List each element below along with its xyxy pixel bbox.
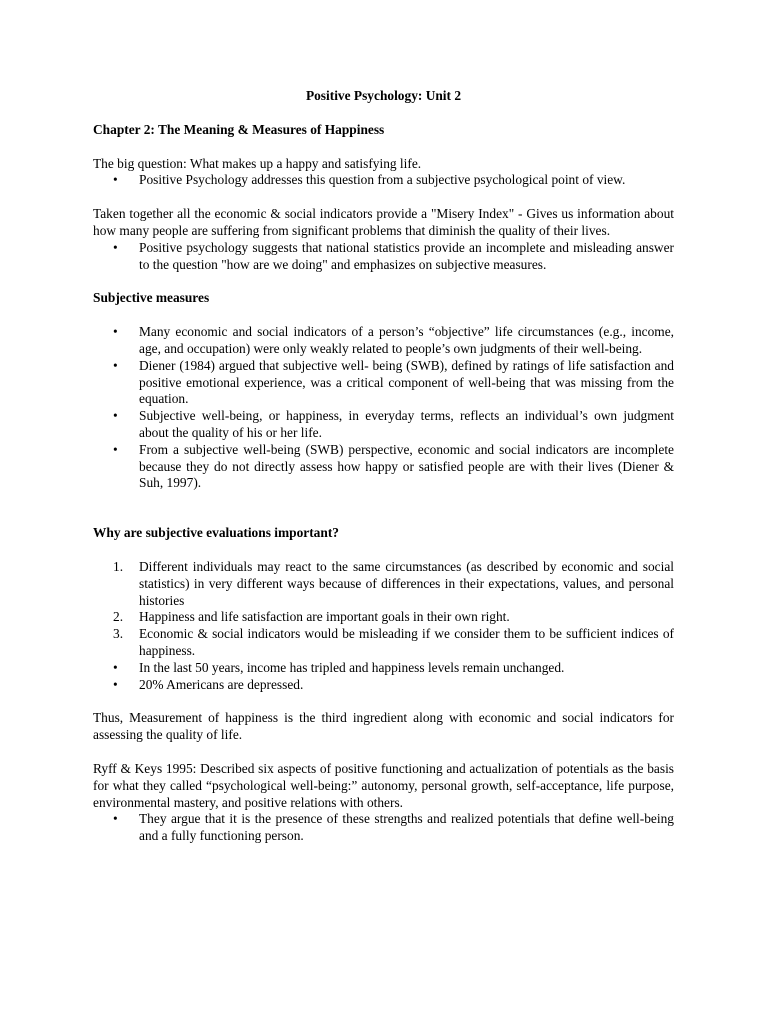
list-marker: 1.	[113, 558, 124, 574]
list-item-text: Economic & social indicators would be misleading if we consider them to be sufficient indices of happiness.	[139, 626, 674, 658]
list-item	[93, 677, 674, 694]
bullet-marker: •	[113, 408, 118, 424]
bullet-marker: •	[113, 172, 118, 188]
subjective-bullet-list	[93, 324, 674, 492]
list-item-text: In the last 50 years, income has tripled and happiness levels remain unchanged.	[139, 659, 565, 675]
bullet-marker: •	[113, 239, 118, 255]
thus-paragraph: Thus, Measurement of happiness is the third ingredient along with economic and social indicators for assessing the quality of life.	[93, 710, 674, 743]
subjective-measures-heading: Subjective measures	[93, 290, 210, 306]
list-item-text: From a subjective well-being (SWB) perspective, economic and social indicators are incomplete because they do not directly assess how happy or satisfied people are with their lives (Diener & Suh, 1997).	[139, 441, 674, 491]
list-marker: 3.	[113, 626, 124, 642]
list-item	[93, 811, 674, 845]
list-item	[93, 358, 674, 408]
why-important-list	[93, 559, 674, 693]
intro-question: The big question: What makes up a happy and satisfying life.	[93, 155, 422, 171]
list-marker: 2.	[113, 609, 124, 625]
list-item	[93, 559, 674, 609]
list-item-text: They argue that it is the presence of these strengths and realized potentials that define well-being and a fully functioning person.	[139, 811, 674, 844]
list-item	[93, 660, 674, 677]
list-item-text: Diener (1984) argued that subjective well- being (SWB), defined by ratings of life satisfaction and positive emotional experience, was a critical component of well-being that was missing from the equation.	[139, 357, 674, 407]
list-item-text: Many economic and social indicators of a person’s “objective” life circumstances (e.g., income, age, and occupation) were only weakly related to people’s own judgments of their well-being.	[139, 324, 674, 356]
chapter-heading: Chapter 2: The Meaning & Measures of Happiness	[93, 121, 385, 137]
list-item-text: Different individuals may react to the same circumstances (as described by economic and social statistics) in very different ways because of differences in their expectations, values, and personal histories	[139, 558, 674, 608]
bullet-marker: •	[113, 441, 118, 457]
list-item	[93, 324, 674, 358]
list-item-text: Positive Psychology addresses this question from a subjective psychological point of view.	[139, 172, 626, 188]
ryff-bullet-list	[93, 811, 674, 845]
list-item	[93, 442, 674, 492]
list-item-text: Happiness and life satisfaction are important goals in their own right.	[139, 609, 510, 625]
why-important-heading: Why are subjective evaluations important?	[93, 525, 339, 541]
bullet-marker: •	[113, 676, 118, 692]
list-item	[93, 626, 674, 660]
list-item	[93, 240, 674, 274]
ryff-keys-paragraph: Ryff & Keys 1995: Described six aspects of positive functioning and actualization of potentials as the basis for what they called “psychological well-being:” autonomy, personal growth, self-acceptance, life purpose, environmental mastery, and positive relations with others.	[93, 760, 674, 810]
bullet-marker: •	[113, 811, 118, 827]
list-item	[93, 172, 674, 189]
list-item	[93, 408, 674, 442]
list-item-text: Subjective well-being, or happiness, in everyday terms, reflects an individual’s own judgment about the quality of his or her life.	[139, 408, 674, 440]
list-item	[93, 609, 674, 626]
document-title: Positive Psychology: Unit 2	[305, 88, 462, 103]
bullet-marker: •	[113, 357, 118, 373]
list-item-text: Positive psychology suggests that national statistics provide an incomplete and misleading answer to the question "how are we doing" and emphasizes on subjective measures.	[139, 239, 674, 272]
bullet-marker: •	[113, 324, 118, 340]
bullet-marker: •	[113, 659, 118, 675]
list-item-text: 20% Americans are depressed.	[139, 676, 304, 692]
intro-bullet-list	[93, 172, 674, 189]
misery-index-paragraph: Taken together all the economic & social indicators provide a "Misery Index" - Gives us information about how many people are suffering from significant problems that diminish the quality of their lives.	[93, 206, 674, 238]
misery-bullet-list	[93, 240, 674, 274]
